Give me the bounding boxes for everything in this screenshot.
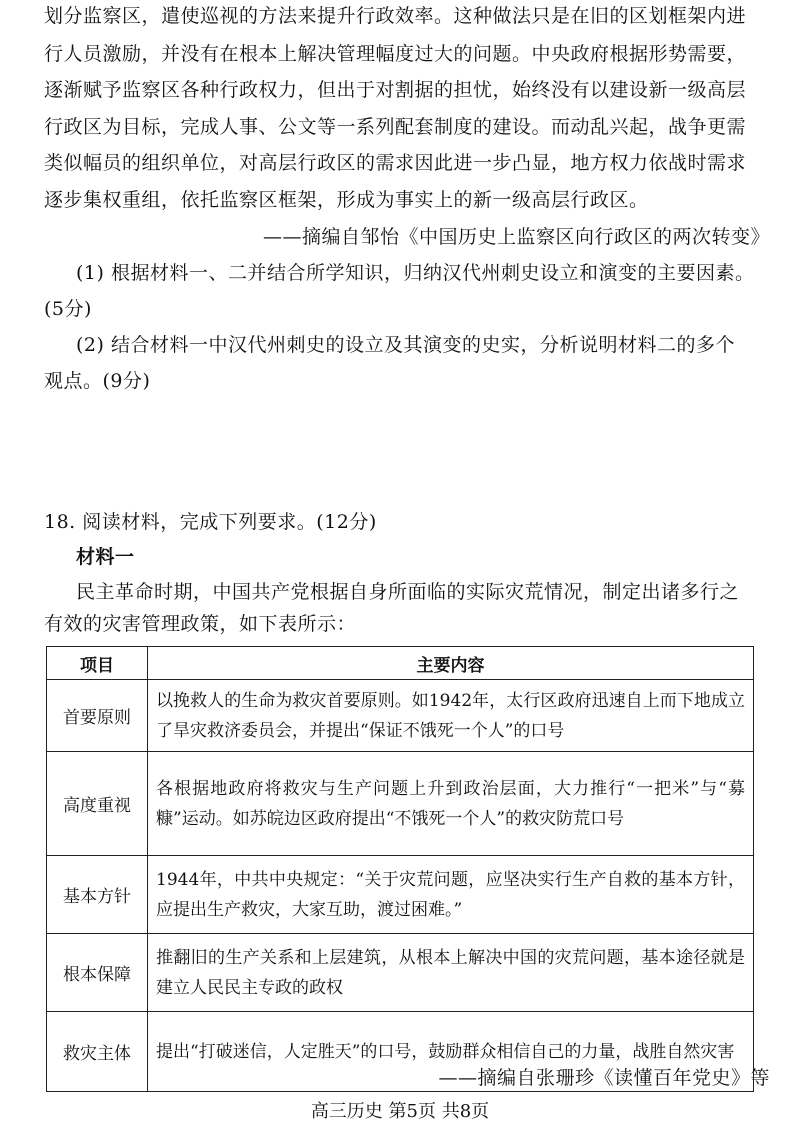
row-label: 基本方针	[47, 856, 148, 934]
intro-line: 逐渐赋予监察区各种行政权力，但出于对割据的担忧，始终没有以建设新一级高层	[44, 79, 747, 101]
source-citation: ——摘编自邹怡《中国历史上监察区向行政区的两次转变》	[262, 226, 770, 248]
source-citation: ——摘编自张珊珍《读懂百年党史》等	[438, 1067, 770, 1089]
table-row	[47, 752, 754, 856]
material-paragraph: 民主革命时期，中国共产党根据自身所面临的实际灾荒情况，制定出诸多行之	[76, 581, 740, 603]
table-row	[47, 680, 754, 752]
intro-line: 逐步集权重组，依托监察区框架，形成为事实上的新一级高层行政区。	[44, 189, 649, 211]
table-row	[47, 856, 754, 934]
disaster-policy-table	[46, 646, 754, 1092]
intro-line: 划分监察区，遣使巡视的方法来提升行政效率。这种做法只是在旧的区划框架内进	[44, 5, 747, 27]
row-content: 以挽救人的生命为救灾首要原则。如1942年，太行区政府迅速自上而下地成立了旱灾救济委员会，并提出“保证不饿死一个人”的口号	[148, 680, 754, 752]
header-content: 主要内容	[148, 647, 754, 680]
question-2-text: (2) 结合材料一中汉代州刺史的设立及其演变的史实，分析说明材料二的多个	[76, 334, 735, 356]
intro-line: 类似幅员的组织单位，对高层行政区的需求因此进一步凸显，地方权力依战时需求	[44, 152, 747, 174]
row-content: 推翻旧的生产关系和上层建筑，从根本上解决中国的灾荒问题，基本途径就是建立人民民主专政的政权	[148, 934, 754, 1012]
intro-line: 行政区为目标，完成人事、公文等一系列配套制度的建设。而动乱兴起，战争更需	[44, 116, 747, 138]
row-label: 救灾主体	[47, 1012, 148, 1092]
row-content: 各根据地政府将救灾与生产问题上升到政治层面，大力推行“一把米”与“募糠”运动。如苏皖边区政府提出“不饿死一个人”的救灾防荒口号	[148, 752, 754, 856]
row-content: 1944年，中共中央规定：“关于灾荒问题，应坚决实行生产自救的基本方针，应提出生产救灾，大家互助，渡过困难。”	[148, 856, 754, 934]
row-label: 首要原则	[47, 680, 148, 752]
header-item: 项目	[47, 647, 148, 680]
question-2-text-cont: 观点。(9分)	[44, 370, 151, 392]
row-content: 提出“打破迷信，人定胜天”的口号，鼓励群众相信自己的力量，战胜自然灾害	[148, 1012, 754, 1092]
row-label: 高度重视	[47, 752, 148, 856]
row-label: 根本保障	[47, 934, 148, 1012]
table-header-row	[47, 647, 754, 680]
material-label: 材料一	[76, 546, 135, 568]
question-1-points: (5分)	[44, 298, 92, 320]
question-18-heading: 18. 阅读材料，完成下列要求。(12分)	[44, 511, 377, 533]
question-1-text: (1) 根据材料一、二并结合所学知识，归纳汉代州刺史设立和演变的主要因素。	[76, 262, 755, 284]
material-paragraph-cont: 有效的灾害管理政策，如下表所示：	[44, 613, 357, 635]
intro-line: 行人员激励，并没有在根本上解决管理幅度过大的问题。中央政府根据形势需要，	[44, 43, 747, 65]
table-row	[47, 934, 754, 1012]
page-footer: 高三历史 第5页 共8页	[310, 1101, 490, 1122]
